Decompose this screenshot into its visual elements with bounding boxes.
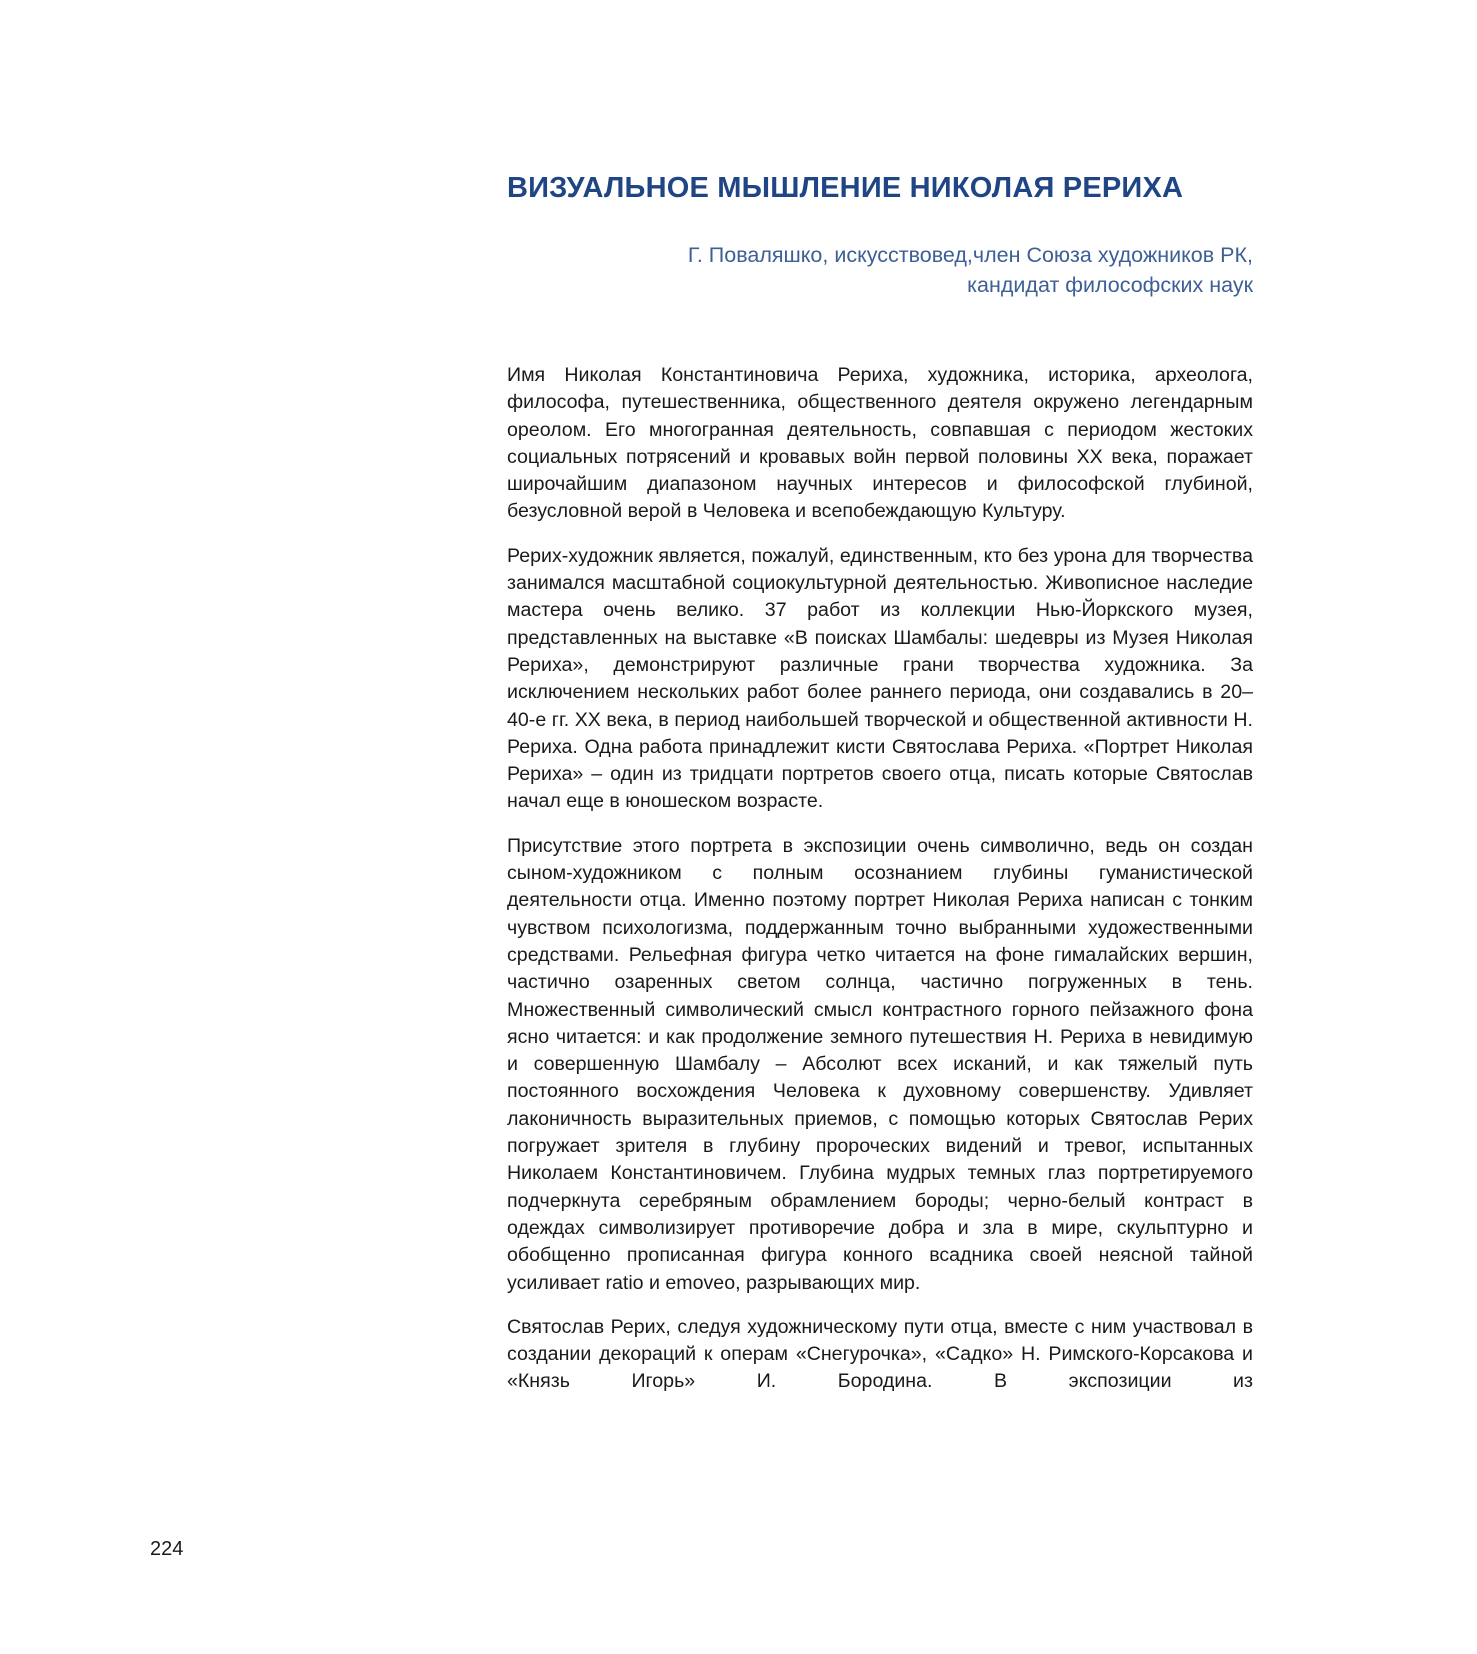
paragraph-1: Имя Николая Константиновича Рериха, художника, историка, археолога, философа, путешественника, общественного деятеля окружено легендарным ореолом. Его многогранная деятельность, совпавшая с периодом жестоких социальных потрясений и кровавых войн первой половины XX века, поражает широчайшим диапазоном научных интересов и философской глубиной, безусловной верой в Человека и всепобеждающую Культуру. [507, 364, 1253, 523]
byline-line-author: Г. Поваляшко, искусствовед,член Союза художников РК, [687, 243, 1253, 267]
paragraph-3: Присутствие этого портрета в экспозиции очень символично, ведь он создан сыном-художником с полным осознанием глубины гуманистической деятельности отца. Именно поэтому портрет Николая Рериха написан с тонким чувством психологизма, поддержанным точно выбранными художественными средствами. Рельефная фигура четко читается на фоне гималайских вершин, частично озаренных светом солнца, частично погруженных в тень. Множественный символический смысл контрастного горного пейзажного фона ясно читается: и как продолжение земного путешествия Н. Рериха в невидимую и совершенную Шамбалу – Абсолют всех исканий, и как тяжелый путь постоянного восхождения Человека к духовному совершенству. Удивляет лаконичность выразительных приемов, с помощью которых Святослав Рерих погружает зрителя в глубину пророческих видений и тревог, испытанных Николаем Константиновичем. Глубина мудрых темных глаз портретируемого подчеркнута серебряным обрамлением бороды; черно-белый контраст в одеждах символизирует противоречие добра и зла в мире, скульптурно и обобщенно прописанная фигура конного всадника своей неясной тайной усиливает ratio и emoveo, разрывающих мир. [507, 834, 1253, 1294]
page-number: 224 [150, 1538, 184, 1560]
paragraph-2: Рерих-художник является, пожалуй, единственным, кто без урона для творчества занимался масштабной социокультурной деятельностью. Живописное наследие мастера очень велико. 37 работ из коллекции Нью-Йоркского музея, представленных на выставке «В поисках Шамбалы: шедевры из Музея Николая Рериха», демонстрируют различные грани творчества художника. За исключением нескольких работ более раннего периода, они создавались в 20–40-е гг. XX века, в период наибольшей творческой и общественной активности Н. Рериха. Одна работа принадлежит кисти Святослава Рериха. «Портрет Николая Рериха» – один из тридцати портретов своего отца, писать которые Святослав начал еще в юношеском возрасте. [507, 544, 1253, 813]
author-byline [620, 240, 1253, 300]
article-body [507, 362, 1253, 1413]
paragraph-4: Святослав Рерих, следуя художническому пути отца, вместе с ним участвовал в создании декораций к операм «Снегурочка», «Садко» Н. Римского-Корсакова и «Князь Игорь» И. Бородина. В экспозиции из [507, 1315, 1253, 1393]
article-title: ВИЗУАЛЬНОЕ МЫШЛЕНИЕ НИКОЛАЯ РЕРИХА [507, 172, 1184, 204]
byline-line-degree: кандидат философских наук [967, 273, 1253, 297]
